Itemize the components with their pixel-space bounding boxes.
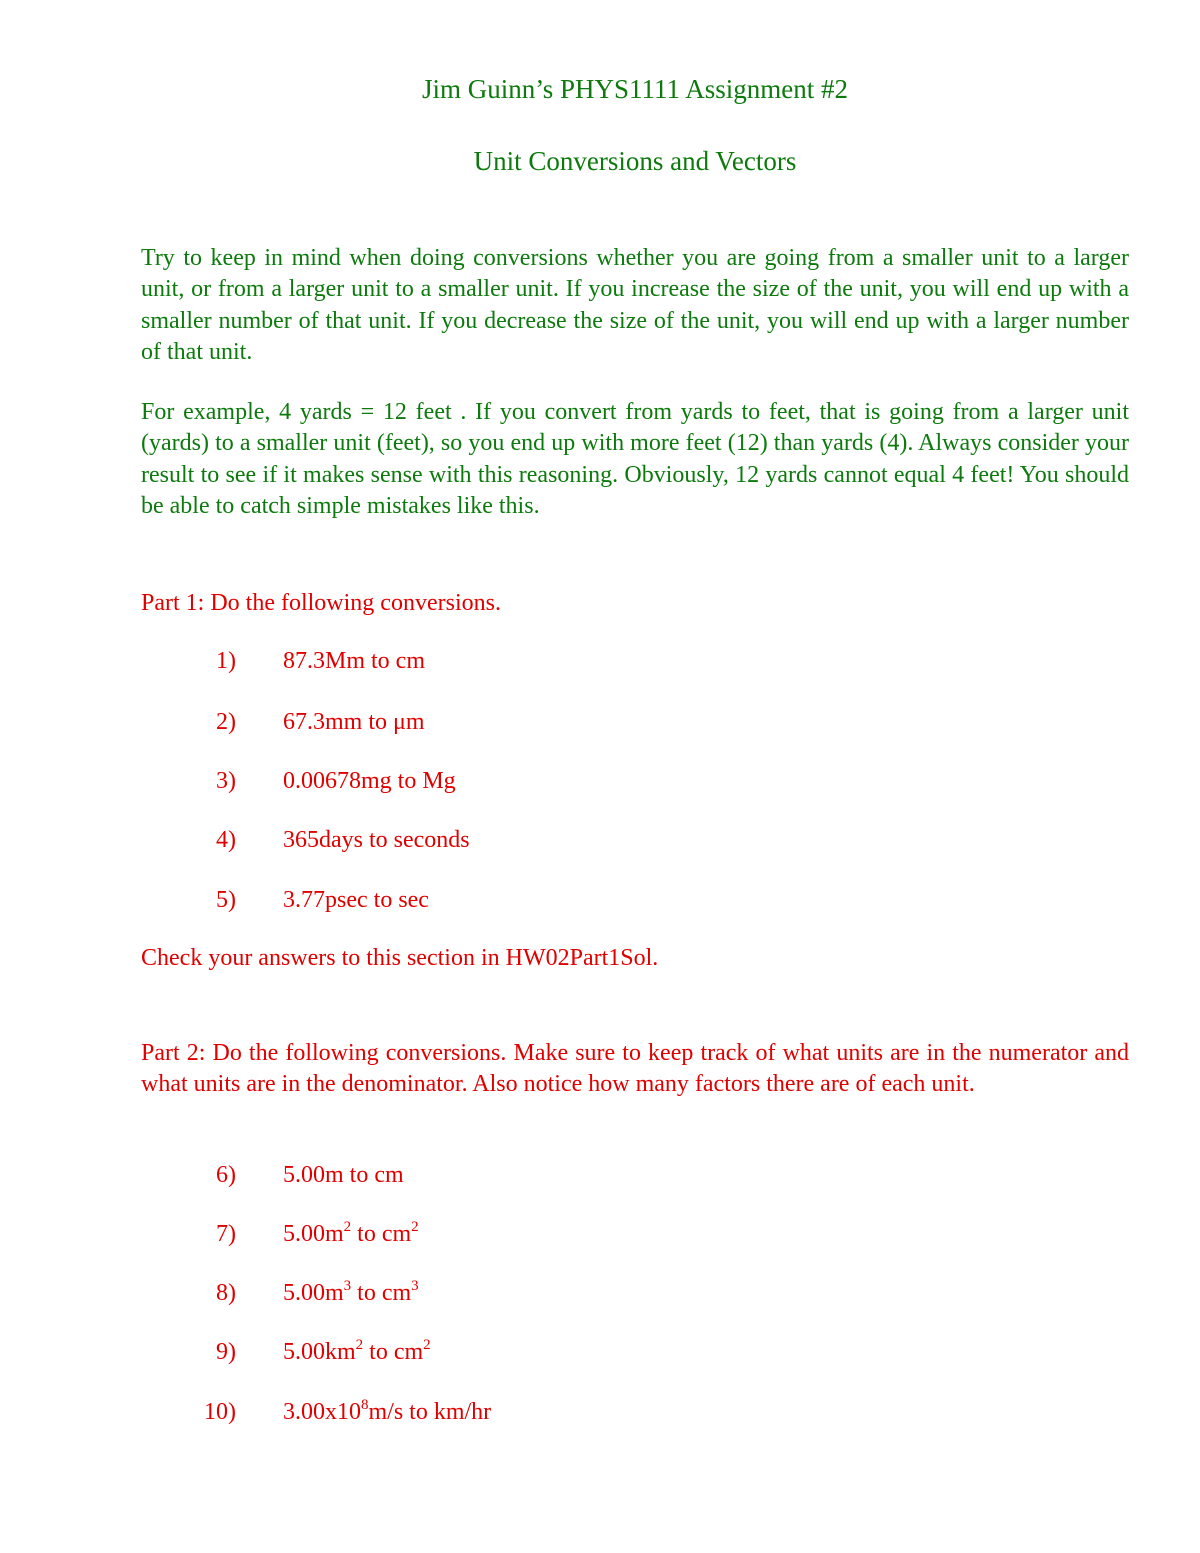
list-item	[0, 1396, 1200, 1428]
list-item	[0, 765, 1200, 797]
item-text: 0.00678mg to Mg	[283, 768, 456, 794]
exponent: 8	[361, 1397, 369, 1413]
item-text	[283, 1336, 431, 1368]
item-text-mid: to cm	[351, 1280, 412, 1306]
item-text-base: 5.00m	[283, 1221, 344, 1247]
list-item	[0, 824, 1200, 856]
item-text: 87.3Mm to cm	[283, 648, 425, 674]
item-text: 365days to seconds	[283, 827, 470, 853]
item-text-base: 5.00km	[283, 1339, 356, 1365]
item-number: 7)	[216, 1221, 236, 1247]
item-text: 3.77psec to sec	[283, 887, 429, 913]
item-number: 9)	[216, 1339, 236, 1365]
item-text-base: 3.00x10	[283, 1399, 361, 1425]
item-number: 3)	[216, 768, 236, 794]
part2-heading: Part 2: Do the following conversions. Make sure to keep track of what units are in the numerator and what units are in the denominator. Also notice how many factors there are of each unit.	[141, 1040, 1129, 1098]
part1-check-note: Check your answers to this section in HW02Part1Sol.	[141, 945, 659, 971]
exponent: 2	[411, 1219, 419, 1235]
page-title: Jim Guinn’s PHYS1111 Assignment #2	[421, 74, 849, 104]
part1-heading: Part 1: Do the following conversions.	[141, 590, 501, 616]
item-text	[283, 1159, 404, 1191]
item-text	[283, 1218, 419, 1250]
list-item	[0, 645, 1200, 677]
list-item	[0, 1218, 1200, 1250]
item-text-base: 5.00m to cm	[283, 1162, 404, 1188]
item-text-mid: to cm	[363, 1339, 424, 1365]
item-text: 67.3mm to μm	[283, 709, 425, 735]
list-item	[0, 1159, 1200, 1191]
item-text	[283, 1396, 491, 1428]
item-text-base: 5.00m	[283, 1280, 344, 1306]
list-item	[0, 1336, 1200, 1368]
exponent: 2	[423, 1337, 431, 1353]
list-item	[0, 706, 1200, 738]
item-number: 2)	[216, 709, 236, 735]
exponent: 3	[343, 1278, 352, 1294]
item-text-mid: to cm	[351, 1221, 412, 1247]
exponent: 2	[343, 1219, 352, 1235]
item-number: 6)	[216, 1162, 236, 1188]
page-subtitle: Unit Conversions and Vectors	[473, 146, 797, 176]
item-number: 4)	[216, 827, 236, 853]
exponent: 2	[355, 1337, 364, 1353]
list-item	[0, 884, 1200, 916]
item-number: 8)	[216, 1280, 236, 1306]
list-item	[0, 1277, 1200, 1309]
item-number: 10)	[204, 1399, 236, 1425]
item-text	[283, 1277, 419, 1309]
item-number: 5)	[216, 887, 236, 913]
exponent: 3	[411, 1278, 419, 1294]
intro-paragraph: Try to keep in mind when doing conversions whether you are going from a smaller unit to a larger unit, or from a larger unit to a smaller unit. If you increase the size of the unit, you will end up with a smaller number of that unit. If you decrease the size of the unit, you will end up with a larger number of that unit.	[141, 245, 1129, 365]
example-paragraph: For example, 4 yards = 12 feet . If you convert from yards to feet, that is going from a larger unit (yards) to a smaller unit (feet), so you end up with more feet (12) than yards (4). Always consider your result to see if it makes sense with this reasoning. Obviously, 12 yards cannot equal 4 feet! You should be able to catch simple mistakes like this.	[141, 399, 1129, 519]
item-number: 1)	[216, 648, 236, 674]
item-text-mid: m/s to km/hr	[368, 1399, 492, 1425]
